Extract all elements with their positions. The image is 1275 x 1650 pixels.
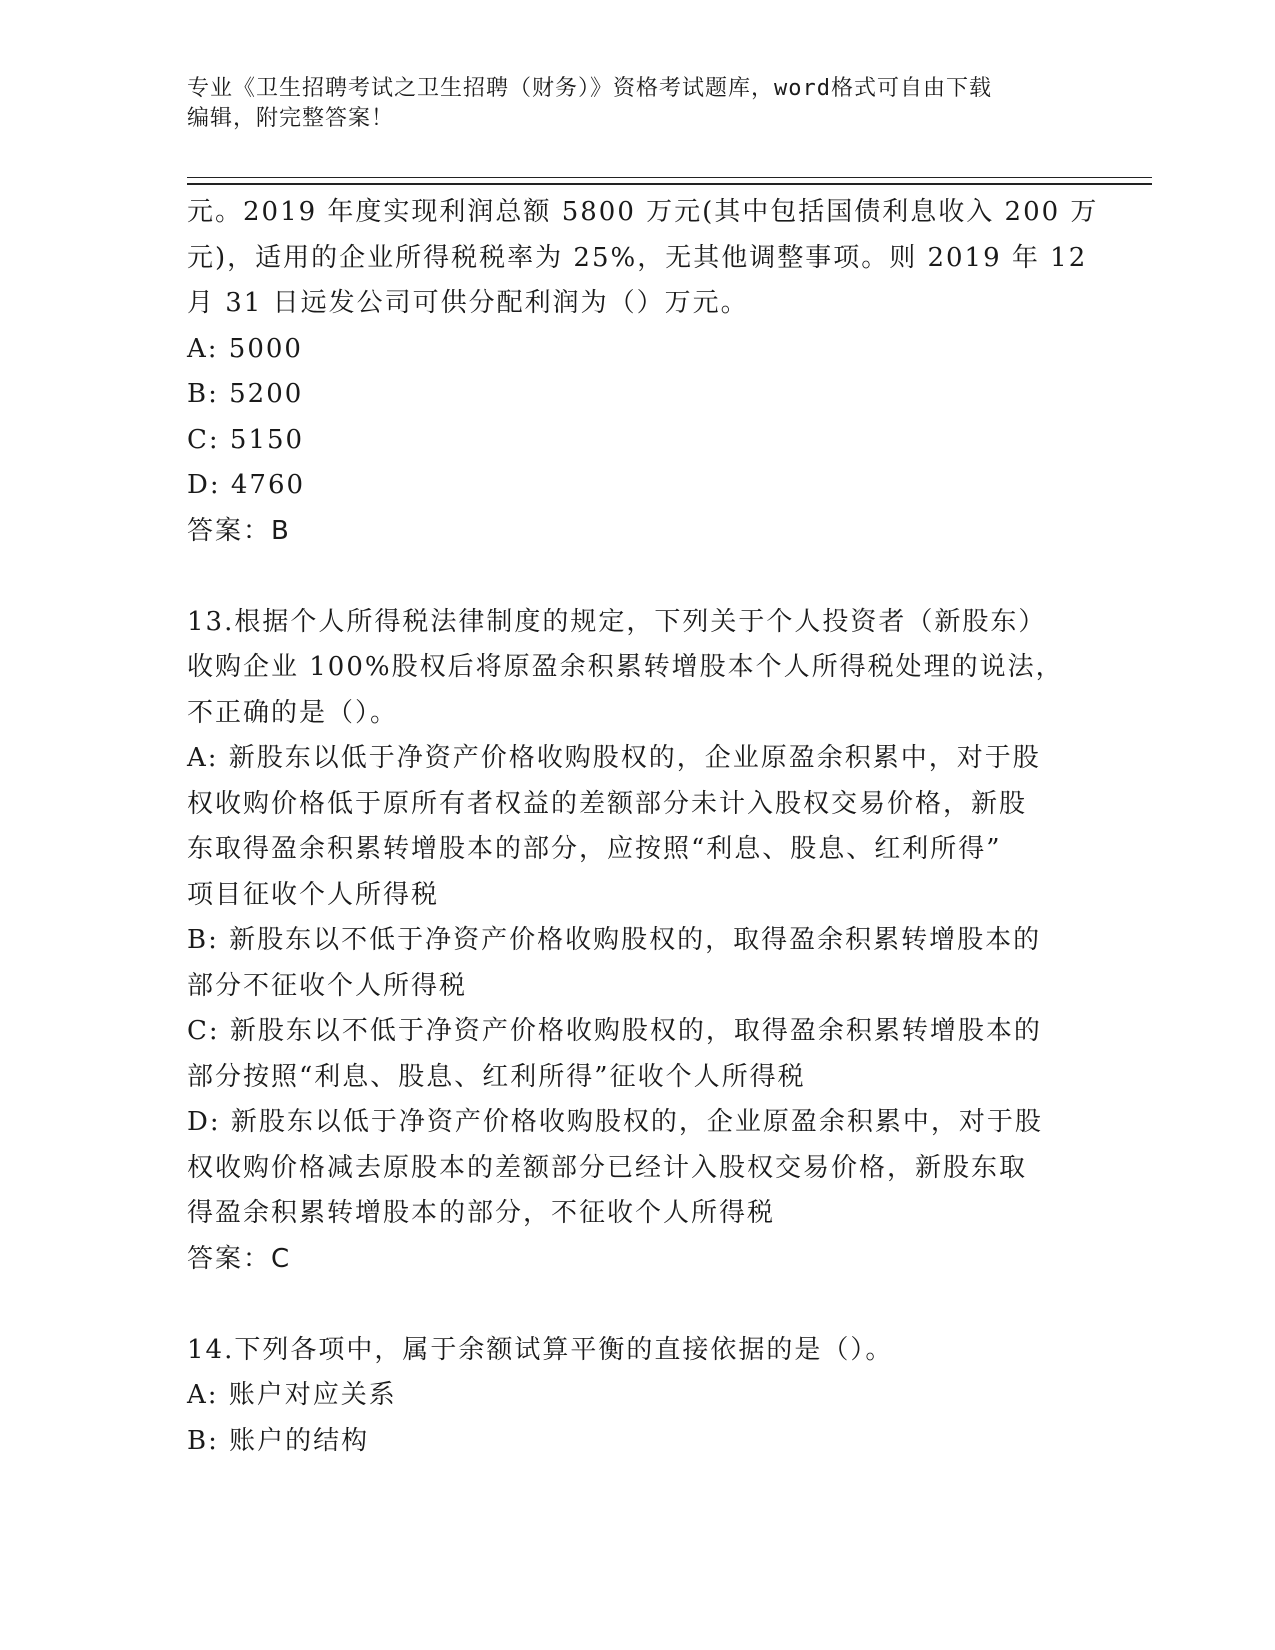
option-a-line: 项目征收个人所得税: [187, 879, 440, 910]
spacer: [187, 1282, 1067, 1328]
document-header: [187, 74, 1087, 134]
question-stem-line: 14.下列各项中，属于余额试算平衡的直接依据的是（）。: [187, 1334, 894, 1365]
question-12: [187, 190, 1099, 554]
question-stem-line: 不正确的是（）。: [187, 697, 399, 728]
answer-label: 答案：C: [187, 1243, 292, 1274]
header-text: 格式可自由下载: [831, 76, 993, 101]
header-rule-thin: [187, 177, 1152, 178]
question-14: [187, 1328, 1067, 1465]
option-a-line: 权收购价格低于原所有者权益的差额部分未计入股权交易价格，新股: [187, 788, 1028, 819]
option-a-line: A: 新股东以低于净资产价格收购股权的，企业原盈余积累中，对于股: [187, 743, 1041, 773]
answer-label: 答案：B: [187, 515, 291, 546]
header-line-1: [187, 74, 1087, 104]
option-c: C: 5150: [187, 424, 305, 455]
spacer: [187, 554, 1067, 600]
option-a-line: 东取得盈余积累转增股本的部分，应按照“利息、股息、红利所得”: [187, 834, 1002, 864]
option-d-line: 权收购价格减去原股本的差额部分已经计入股权交易价格，新股东取: [187, 1152, 1028, 1183]
header-text: 专业《卫生招聘考试之卫生招聘（财务）》资格考试题库，: [187, 76, 775, 101]
option-b-line: B: 新股东以不低于净资产价格收购股权的，取得盈余积累转增股本的: [187, 925, 1042, 955]
question-stem-line: 13.根据个人所得税法律制度的规定，下列关于个人投资者（新股东）: [187, 606, 1047, 637]
option-b: B: 5200: [187, 379, 304, 409]
question-stem-line: 收购企业 100%股权后将原盈余积累转增股本个人所得税处理的说法，: [187, 652, 1064, 682]
option-c-line: C: 新股东以不低于净资产价格收购股权的，取得盈余积累转增股本的: [187, 1016, 1042, 1046]
question-content: [187, 190, 1099, 1464]
option-d: D: 4760: [187, 470, 306, 500]
question-stem-line: 元)，适用的企业所得税税率为 25%，无其他调整事项。则 2019 年 12: [187, 242, 1088, 273]
header-rule-thick: [187, 183, 1152, 185]
option-c-line: 部分按照“利息、股息、红利所得”征收个人所得税: [187, 1061, 806, 1092]
option-b: B: 账户的结构: [187, 1425, 370, 1456]
question-stem-line: 月 31 日远发公司可供分配利润为（）万元。: [187, 288, 749, 318]
option-a: A: 账户对应关系: [187, 1380, 397, 1410]
option-d-line: 得盈余积累转增股本的部分，不征收个人所得税: [187, 1198, 776, 1228]
option-a: A: 5000: [187, 333, 303, 364]
header-word-label: word: [774, 76, 831, 101]
question-stem-line: 元。2019 年度实现利润总额 5800 万元(其中包括国债利息收入 200 万: [187, 197, 1099, 227]
question-13: [187, 600, 1067, 1283]
option-b-line: 部分不征收个人所得税: [187, 970, 468, 1001]
option-d-line: D: 新股东以低于净资产价格收购股权的，企业原盈余积累中，对于股: [187, 1107, 1043, 1137]
header-line-2: 编辑，附完整答案！: [187, 106, 395, 131]
